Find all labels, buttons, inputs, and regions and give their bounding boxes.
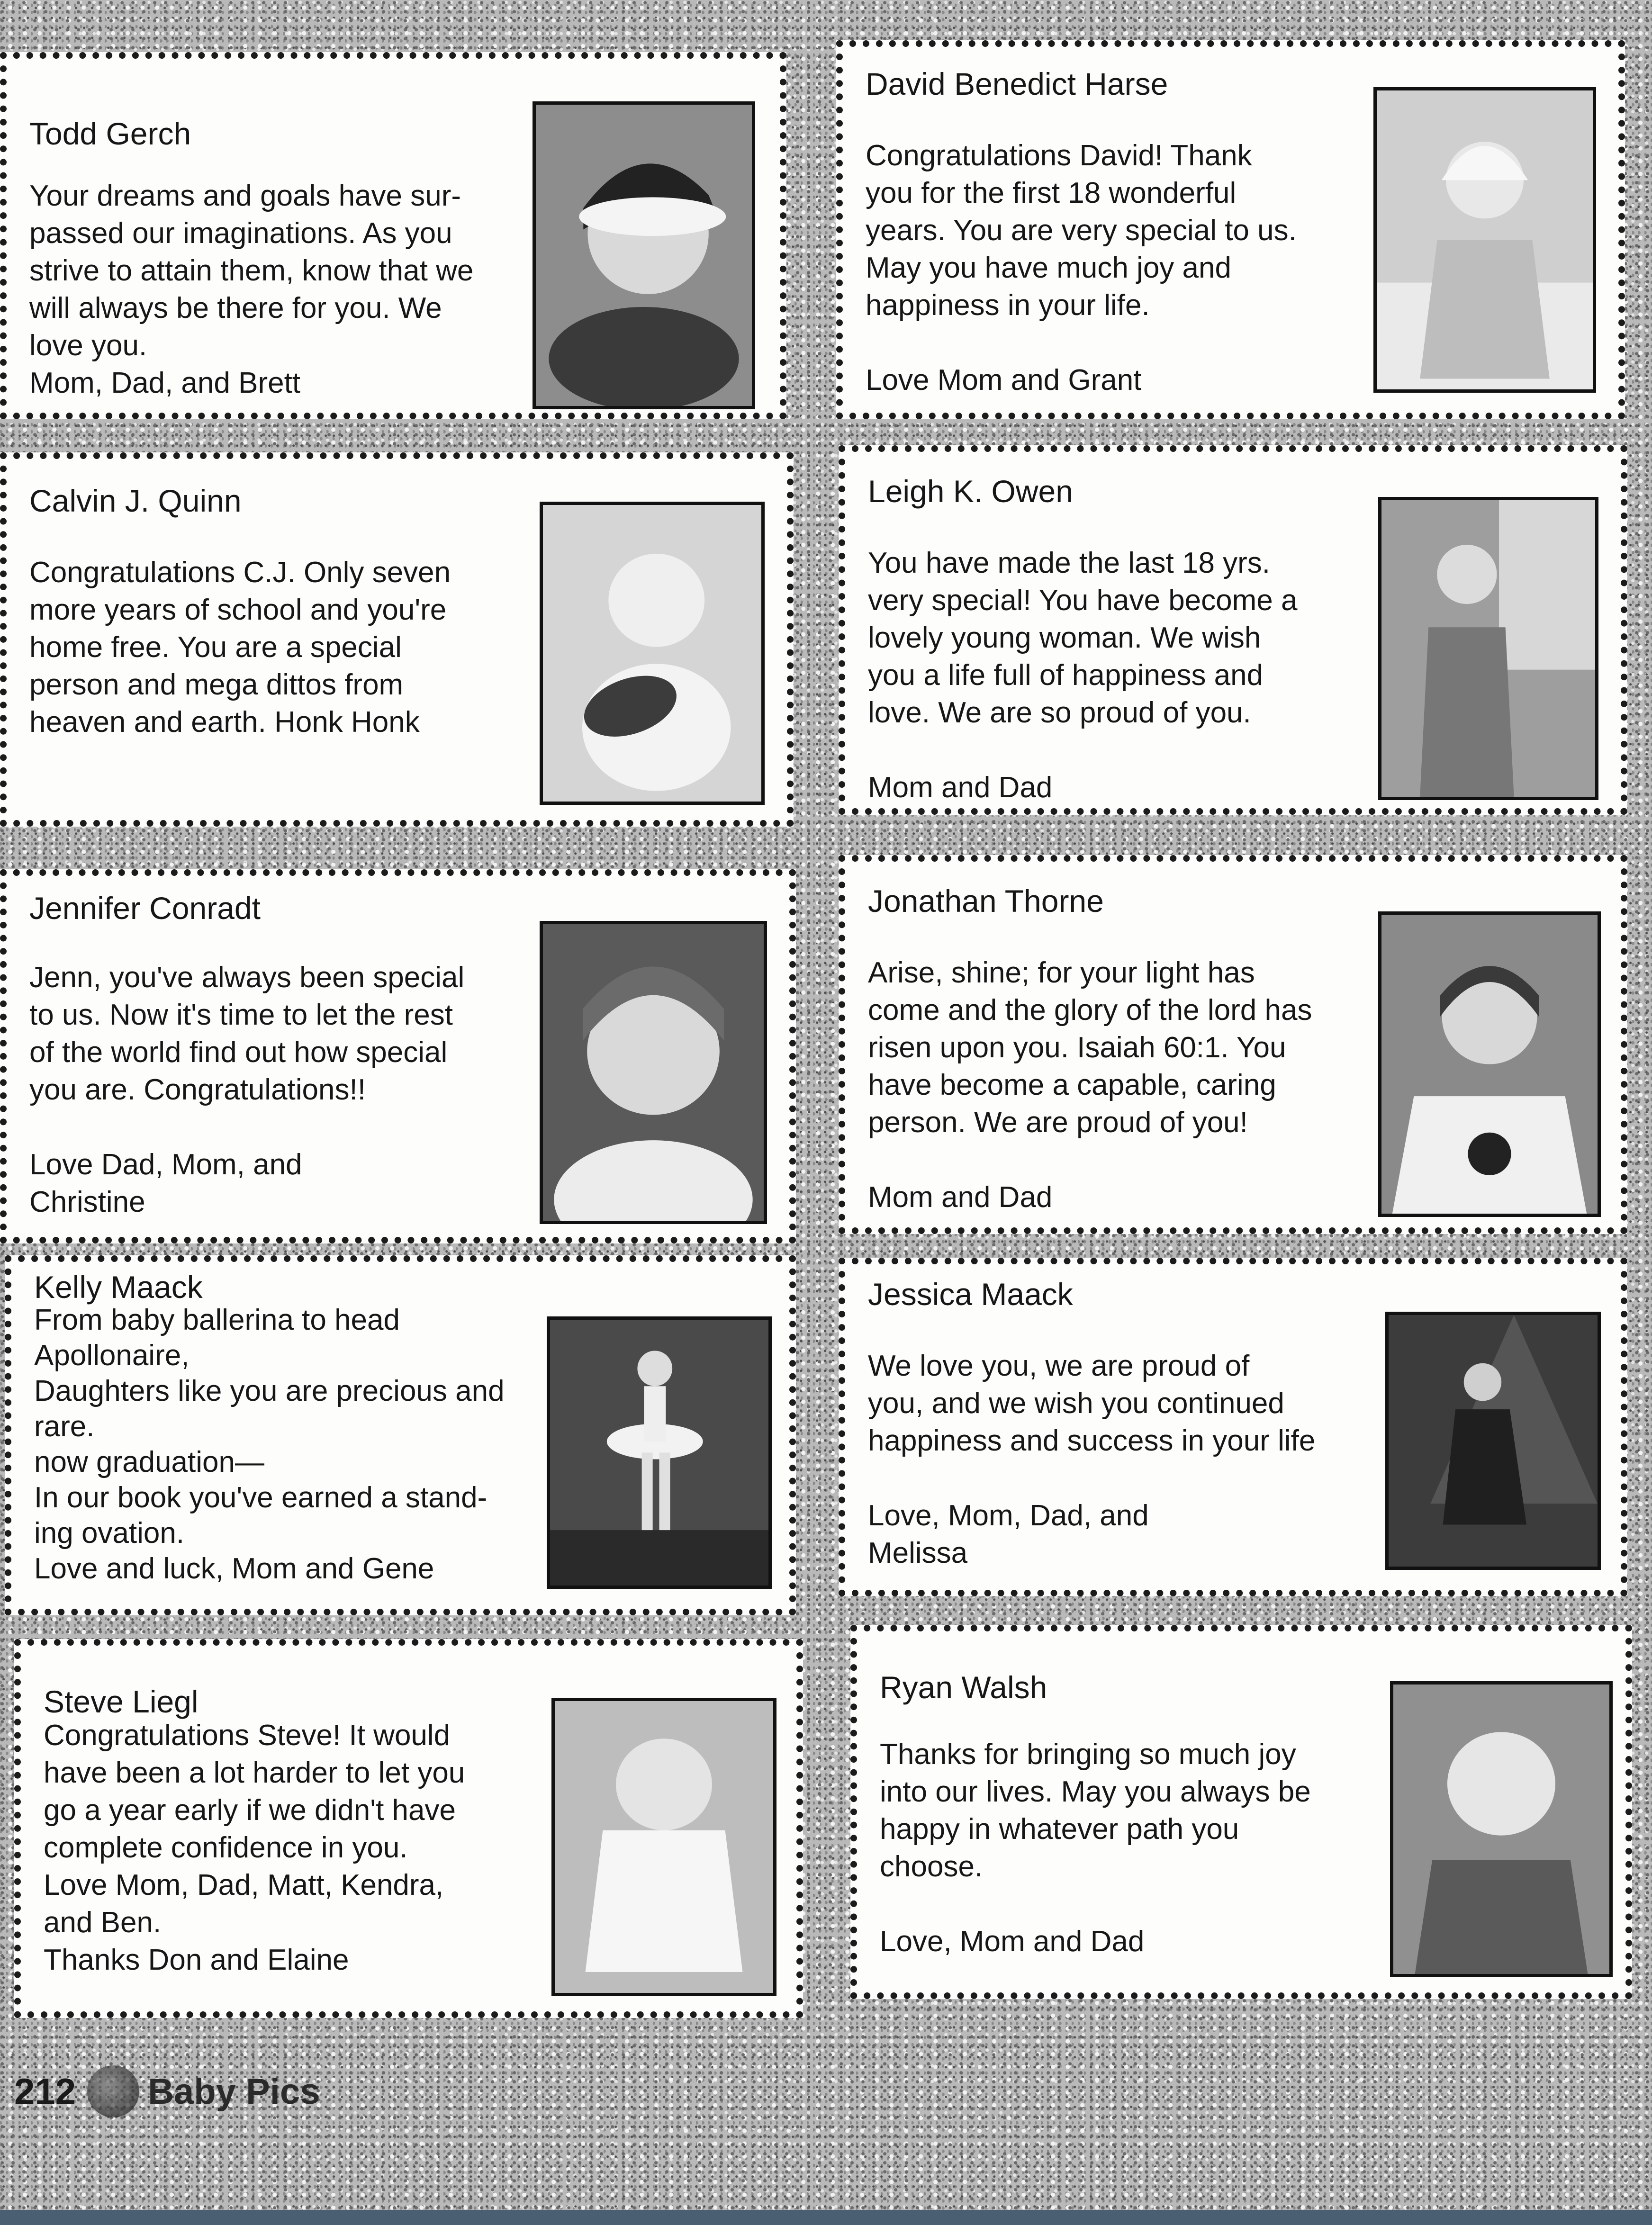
toddler-in-snow-photo [1373,87,1596,393]
ballerina-photo [547,1316,772,1589]
tribute-message: Congratulations Steve! It would have been a lot harder to let you go a year early if we didn't have complete confidence in you. Love Mom, Dad, Matt, Kendra, and Ben. Thanks Don and Elaine [44,1719,465,1976]
tribute-message: Your dreams and goals have sur- passed our imaginations. As you strive to attain them, know that we will always be there for you. We love you. Mom, Dad, and Brett [29,180,474,399]
tribute-message: Arise, shine; for your light has come and the glory of the lord has risen upon you. Isaiah 60:1. You have become a capable, caring person. We are proud of you! Mom and Dad [868,956,1312,1214]
tribute-card-kelly-maack [5,1255,796,1615]
baby-in-santa-hat-photo [533,101,755,409]
smiling-toddler-photo [1390,1681,1613,1977]
tribute-card-calvin-j-quinn [0,452,794,827]
baby-with-football-photo [540,502,765,805]
tribute-message: You have made the last 18 yrs. very special! You have become a lovely young woman. We wish you a life full of happiness and love. We are so proud of you. Mom and Dad [868,547,1298,804]
tribute-name: Ryan Walsh [880,1670,1047,1705]
tribute-name: Jonathan Thorne [868,883,1104,919]
section-emblem-icon [87,2065,139,2117]
tribute-name: Steve Liegl [44,1684,199,1719]
section-title: Baby Pics [148,2071,320,2112]
boy-mickey-sweater-photo [1378,911,1601,1217]
tribute-card-leigh-k-owen [839,445,1627,815]
tribute-name: Calvin J. Quinn [29,483,242,518]
tribute-name: Kelly Maack [34,1270,203,1305]
tribute-card-jonathan-thorne [839,855,1627,1234]
page-footer [14,2065,320,2117]
tribute-name: David Benedict Harse [866,66,1168,101]
tribute-message: Congratulations C.J. Only seven more years of school and you're home free. You are a special person and mega dittos from heaven and earth. Honk Honk [29,556,451,739]
tribute-name: Leigh K. Owen [868,474,1073,509]
girl-christmas-tree-photo [1385,1312,1601,1570]
tribute-card-david-benedict-harse [836,40,1625,419]
tribute-card-ryan-walsh [850,1625,1632,1999]
tribute-message: Congratulations David! Thank you for the first 18 wonderful years. You are very special to us. May you have much joy and happiness in your life. Love Mom and Grant [866,139,1297,396]
tribute-name: Todd Gerch [29,116,191,151]
girl-portrait-photo [540,921,767,1224]
tribute-message: From baby ballerina to head Apollonaire, Daughters like you are precious and rare. now graduation— In our book you've earned a stand- ing ovation. Love and luck, Mom and Gene [34,1304,505,1585]
tribute-card-jessica-maack [839,1258,1627,1596]
girl-on-porch-photo [1378,497,1598,800]
tribute-name: Jennifer Conradt [29,891,261,926]
baby-sitting-photo [551,1698,776,1996]
page-number: 212 [14,2070,76,2112]
tribute-message: Jenn, you've always been special to us. Now it's time to let the rest of the world find out how special you are. Congratulations!! Love Dad, Mom, and Christine [29,961,465,1218]
tribute-message: Thanks for bringing so much joy into our lives. May you always be happy in whatever path you choose. Love, Mom and Dad [880,1738,1311,1958]
tribute-card-todd-gerch [0,52,786,419]
tribute-name: Jessica Maack [868,1277,1073,1312]
tribute-card-jennifer-conradt [0,869,796,1243]
tribute-message: We love you, we are proud of you, and we wish you continued happiness and success in your life Love, Mom, Dad, and Melissa [868,1350,1316,1569]
scan-edge-strip [0,2210,1652,2225]
tribute-card-steve-liegl [14,1639,803,2018]
